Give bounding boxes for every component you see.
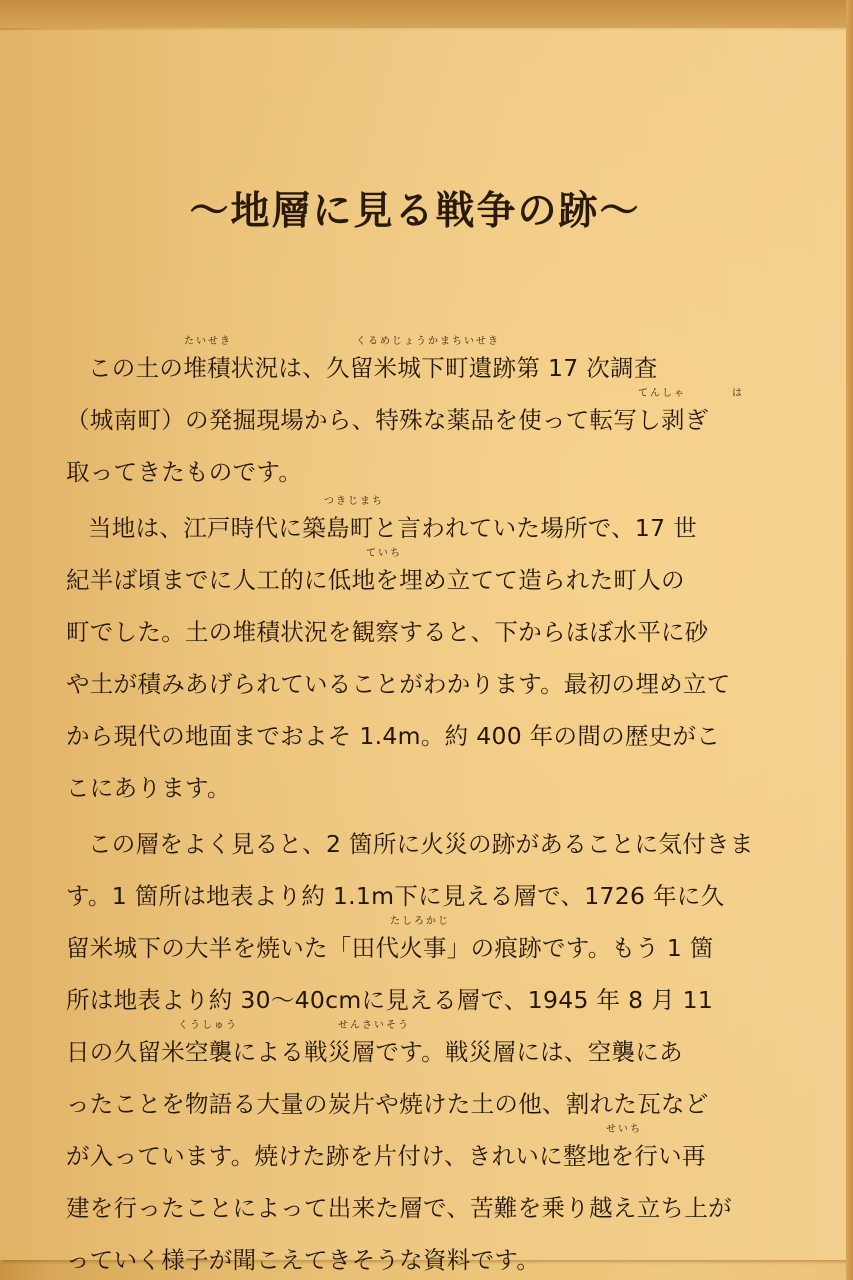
furigana: は: [732, 388, 744, 399]
line-text: 留米城下の大半を焼いた「田代火事」の痕跡です。もう 1 箇: [66, 934, 714, 962]
text-line: [66, 916, 778, 972]
text-line: [66, 868, 778, 920]
furigana: せんさいそう: [338, 1020, 410, 1031]
text-line: [66, 604, 778, 656]
paragraph: [66, 336, 778, 496]
furigana: てんしゃ: [638, 388, 686, 399]
text-line: [66, 1124, 778, 1180]
text-line: [66, 816, 778, 868]
line-text: す。1 箇所は地表より約 1.1m下に見える層で、1726 年に久: [66, 882, 725, 910]
line-text: こにあります。: [66, 774, 231, 802]
furigana: くるめじょうかまちいせき: [356, 336, 500, 347]
text-line: [66, 972, 778, 1024]
furigana: たいせき: [184, 336, 232, 347]
line-text: ったことを物語る大量の炭片や焼けた土の他、割れた瓦など: [66, 1090, 709, 1118]
panel-title: ～地層に見る戦争の跡～: [189, 189, 641, 234]
panel-edge: [846, 0, 853, 1280]
text-line: [66, 1076, 778, 1128]
text-line: [66, 388, 778, 444]
furigana: つきじまち: [324, 496, 384, 507]
text-line: [66, 336, 778, 392]
line-text: 取ってきたものです。: [66, 458, 303, 486]
text-line: [66, 548, 778, 604]
line-text: この層をよく見ると、2 箇所に火災の跡があることに気付きま: [88, 830, 754, 858]
line-text: 所は地表より約 30～40cmに見える層で、1945 年 8 月 11: [66, 986, 714, 1014]
line-text: 町でした。土の堆積状況を観察すると、下からほぼ水平に砂: [66, 618, 709, 646]
line-text: 日の久留米空襲による戦災層です。戦災層には、空襲にあ: [66, 1038, 683, 1066]
line-text: っていく様子が聞こえてきそうな資料です。: [66, 1246, 541, 1274]
text-line: [66, 496, 778, 552]
paragraph: [66, 496, 778, 812]
furigana: くうしゅう: [178, 1020, 238, 1031]
line-text: この土の堆積状況は、久留米城下町遺跡第 17 次調査: [88, 354, 658, 382]
paragraph: [66, 816, 778, 1280]
line-text: から現代の地面までおよそ 1.4m。約 400 年の間の歴史がこ: [66, 722, 721, 750]
text-line: [66, 1180, 778, 1232]
line-text: （城南町）の発掘現場から、特殊な薬品を使って転写し剥ぎ: [66, 406, 709, 434]
text-line: [66, 1020, 778, 1076]
panel-body: [66, 336, 778, 1280]
text-line: [66, 1232, 778, 1280]
furigana: ていち: [366, 548, 402, 559]
line-text: や土が積みあげられていることがわかります。最初の埋め立て: [66, 670, 731, 698]
text-line: [66, 444, 778, 496]
text-line: [66, 708, 778, 760]
exhibit-panel: [0, 30, 846, 1274]
line-text: が入っています。焼けた跡を片付け、きれいに整地を行い再: [66, 1142, 706, 1170]
line-text: 当地は、江戸時代に築島町と言われていた場所で、17 世: [88, 514, 698, 542]
line-text: 建を行ったことによって出来た層で、苦難を乗り越え立ち上が: [66, 1194, 732, 1222]
wall-background: [0, 0, 853, 28]
line-text: 紀半ば頃までに人工的に低地を埋め立てて造られた町人の: [66, 566, 685, 594]
text-line: [66, 656, 778, 708]
text-line: [66, 760, 778, 812]
furigana: せいち: [606, 1124, 642, 1135]
furigana: たしろかじ: [390, 916, 450, 927]
